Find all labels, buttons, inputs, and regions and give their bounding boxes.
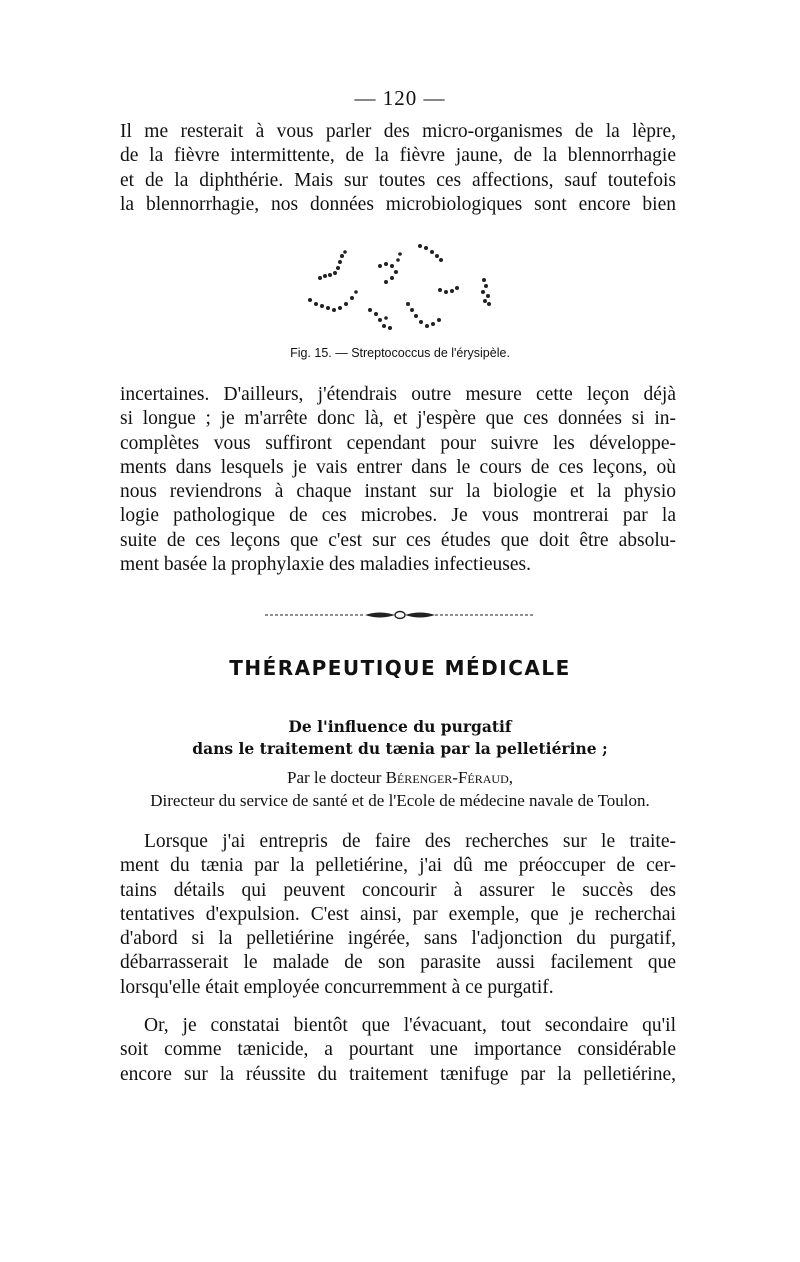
- article-title-line-1: De l'influence du purgatif: [288, 717, 512, 736]
- text-line: ment basée la prophylaxie des maladies infectieuses.: [120, 554, 531, 576]
- author-name: Bérenger-Féraud,: [385, 768, 514, 787]
- text-line: débarrasserait le malade de son parasite aussi facilement que: [120, 952, 676, 974]
- text-line: suite de ces leçons que c'est sur ces études que doit être absolu-: [120, 529, 676, 551]
- page-number: — 120 —: [354, 86, 446, 110]
- paragraph-4: [120, 1014, 676, 1087]
- paragraph-1: [120, 120, 676, 217]
- text-line: de la fièvre intermittente, de la fièvre jaune, de la blennorrhagie: [120, 145, 676, 167]
- author-affiliation: Directeur du service de santé et de l'Ecole de médecine navale de Toulon.: [150, 791, 650, 810]
- text-line: Il me resterait à vous parler des micro-organismes de la lèpre,: [120, 121, 676, 142]
- text-line: nous reviendrons à chaque instant sur la biologie et la physio: [120, 481, 676, 503]
- article-title-line-2: dans le traitement du tænia par la pelletiérine ;: [192, 739, 608, 758]
- streptococcus-figure: [300, 238, 520, 334]
- text-line: Or, je constatai bientôt que l'évacuant, tout secondaire qu'il: [144, 1015, 676, 1036]
- text-line: Lorsque j'ai entrepris de faire des recherches sur le traite-: [144, 831, 676, 852]
- paragraph-2: [120, 383, 676, 577]
- ornamental-separator: [265, 608, 535, 622]
- text-line: et de la diphthérie. Mais sur toutes ces affections, sauf toutefois: [120, 169, 676, 191]
- byline-prefix: Par le docteur: [286, 768, 382, 787]
- text-line: si longue ; je m'arrête donc là, et j'espère que ces données si in-: [120, 408, 676, 430]
- byline: [0, 768, 800, 788]
- section-title: THÉRAPEUTIQUE MÉDICALE: [229, 656, 571, 680]
- text-line: ments dans lesquels je vais entrer dans le cours de ces leçons, où: [120, 456, 676, 478]
- text-line: d'abord si la pelletiérine ingérée, sans l'adjonction du purgatif,: [120, 928, 676, 950]
- text-line: lorsqu'elle était employée concurremment à ce purgatif.: [120, 976, 554, 998]
- text-line: ment du tænia par la pelletiérine, j'ai dû me préoccuper de cer-: [120, 855, 676, 877]
- text-line: encore sur la réussite du traitement tænifuge par la pelletiérine,: [120, 1063, 676, 1085]
- text-line: complètes vous suffiront cependant pour suivre les développe-: [120, 432, 676, 454]
- text-line: la blennorrhagie, nos données microbiologiques sont encore bien: [120, 193, 676, 215]
- text-line: soit comme tænicide, a pourtant une importance considérable: [120, 1039, 676, 1061]
- figure-caption: Fig. 15. — Streptococcus de l'érysipèle.: [290, 346, 510, 360]
- text-line: incertaines. D'ailleurs, j'étendrais outre mesure cette leçon déjà: [120, 384, 676, 405]
- paragraph-3: [120, 830, 676, 1000]
- text-line: logie pathologique de ces microbes. Je vous montrerai par la: [120, 505, 676, 527]
- text-line: tains détails qui peuvent concourir à assurer le succès des: [120, 879, 676, 901]
- text-line: tentatives d'expulsion. C'est ainsi, par exemple, que je recherchai: [120, 903, 676, 925]
